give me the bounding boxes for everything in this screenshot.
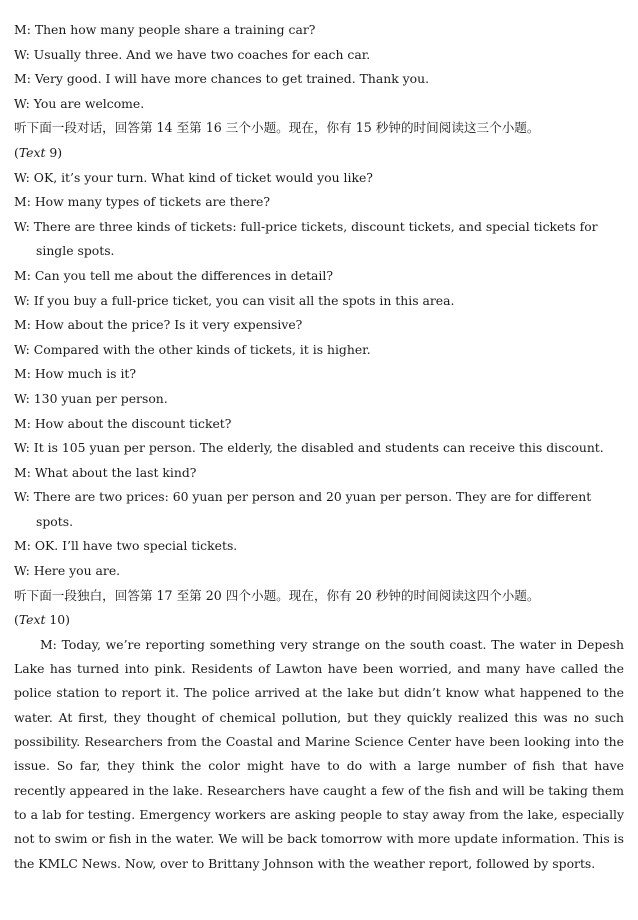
text-label: (Text 10) xyxy=(14,612,70,628)
dialogue-line: W: It is 105 yuan per person. The elderly, the disabled and students can receive this discount. xyxy=(14,440,604,456)
dialogue-line: W: Here you are. xyxy=(14,563,121,579)
text8-dialogue-tail xyxy=(14,18,624,116)
dialogue-line: M: Can you tell me about the differences in detail? xyxy=(14,267,333,283)
utterance: Then how many people share a training car? xyxy=(34,22,316,37)
dialogue-line: M: Very good. I will have more chances to get trained. Thank you. xyxy=(14,71,430,87)
dialogue-line: W: OK, it’s your turn. What kind of ticket would you like? xyxy=(14,169,373,185)
dialogue-line-continuation: single spots. xyxy=(36,243,115,259)
speaker: M xyxy=(14,22,27,37)
dialogue-line: M: How much is it? xyxy=(14,366,137,382)
dialogue-line: M: OK. I’ll have two special tickets. xyxy=(14,538,238,554)
section-instruction: 听下面一段对话，回答第 14 至第 16 三个小题。现在，你有 15 秒钟的时间阅读这三个小题。 xyxy=(14,120,540,136)
speaker: W xyxy=(14,95,26,111)
dialogue-line: W: Usually three. And we have two coaches for each car. xyxy=(14,46,371,62)
dialogue-line: M: How about the price? Is it very expensive? xyxy=(14,317,303,333)
dialogue-line: M: What about the last kind? xyxy=(14,464,197,480)
speaker: W xyxy=(14,46,26,62)
dialogue-line: W: There are three kinds of tickets: full-price tickets, discount tickets, and special tickets for xyxy=(14,218,598,234)
dialogue-line: W: 130 yuan per person. xyxy=(14,390,168,406)
dialogue-line: W: You are welcome. xyxy=(14,95,145,111)
dialogue-line: W: There are two prices: 60 yuan per person and 20 yuan per person. They are for different xyxy=(14,489,592,505)
dialogue-line: M: Then how many people share a training car? xyxy=(14,22,316,37)
section-instruction: 听下面一段独白，回答第 17 至第 20 四个小题。现在，你有 20 秒钟的时间阅读这四个小题。 xyxy=(14,587,540,603)
dialogue-line: M: How about the discount ticket? xyxy=(14,415,232,431)
utterance: Usually three. And we have two coaches for each car. xyxy=(33,46,371,62)
utterance: Very good. I will have more chances to get trained. Thank you. xyxy=(34,71,430,87)
text9-dialogue xyxy=(14,166,624,584)
utterance: You are welcome. xyxy=(33,95,145,111)
dialogue-line: W: Compared with the other kinds of tickets, it is higher. xyxy=(14,341,371,357)
text-label: (Text 9) xyxy=(14,144,63,160)
speaker: M xyxy=(14,71,27,87)
dialogue-line-continuation: spots. xyxy=(36,513,74,529)
dialogue-line: M: How many types of tickets are there? xyxy=(14,194,270,210)
dialogue-line: W: If you buy a full-price ticket, you can visit all the spots in this area. xyxy=(14,292,455,308)
text10-monologue: M: Today, we’re reporting something very strange on the south coast. The water in Depesh Lake has turned into pink. Residents of Lawton have been worried, and many have called the police station to report it. The police arrived at the lake but didn’t know what happened to the water. At first, they thought of chemical pollution, but they quickly realized this was no such possibility. Researchers from the Coastal and Marine Science Center have been looking into the issue. So far, they think the color might have to do with a large number of fish that have recently appeared in the lake. Researchers have caught a few of the fish and will be taking them to a lab for testing. Emergency workers are asking people to stay away from the lake, especially not to swim or fish in the water. We will be back tomorrow with more update information. This is the KMLC News. Now, over to Brittany Johnson with the weather report, followed by sports. xyxy=(14,636,624,871)
